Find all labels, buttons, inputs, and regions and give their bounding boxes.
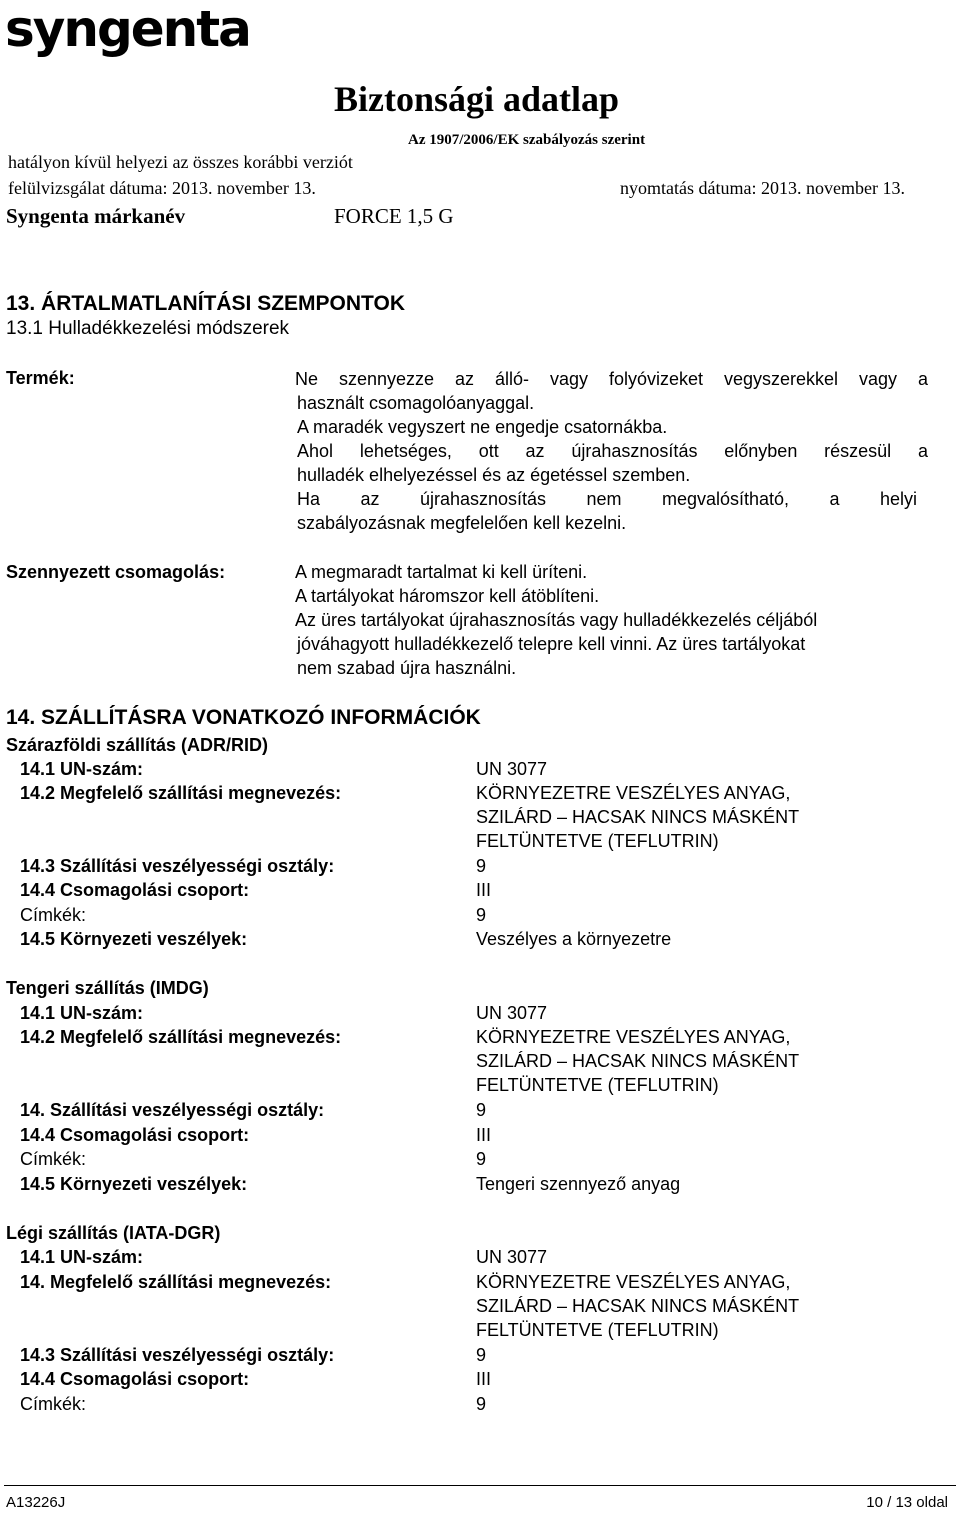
land-labels-label: Címkék: (20, 905, 87, 925)
sea-name-line-2: SZILÁRD – HACSAK NINCS MÁSKÉNT (476, 1051, 800, 1071)
sea-name-label: 14.2 Megfelelő szállítási megnevezés: (20, 1027, 342, 1047)
packaging-line-5: nem szabad újra használni. (297, 658, 517, 678)
sea-group-label: 14.4 Csomagolási csoport: (20, 1125, 250, 1145)
packaging-line-1: A megmaradt tartalmat ki kell üríteni. (295, 562, 588, 582)
air-name-label: 14. Megfelelő szállítási megnevezés: (20, 1272, 332, 1292)
land-group-label: 14.4 Csomagolási csoport: (20, 880, 250, 900)
sea-transport-heading: Tengeri szállítás (IMDG) (6, 978, 209, 998)
revision-date: felülvizsgálat dátuma: 2013. november 13. (8, 178, 316, 198)
land-name-label: 14.2 Megfelelő szállítási megnevezés: (20, 783, 342, 803)
land-class-label: 14.3 Szállítási veszélyességi osztály: (20, 856, 335, 876)
sea-class-value: 9 (476, 1100, 487, 1120)
air-name-line-3: FELTÜNTETVE (TEFLUTRIN) (476, 1320, 719, 1340)
air-group-value: III (476, 1369, 492, 1389)
land-name-line-2: SZILÁRD – HACSAK NINCS MÁSKÉNT (476, 807, 800, 827)
air-labels-value: 9 (476, 1394, 487, 1414)
air-class-value: 9 (476, 1345, 487, 1365)
product-name: FORCE 1,5 G (334, 204, 454, 228)
product-line-7: szabályozásnak megfelelően kell kezelni. (297, 513, 627, 533)
air-class-label: 14.3 Szállítási veszélyességi osztály: (20, 1345, 335, 1365)
section-14-title: 14. SZÁLLÍTÁSRA VONATKOZÓ INFORMÁCIÓK (6, 706, 481, 729)
print-date: nyomtatás dátuma: 2013. november 13. (620, 178, 905, 198)
regulation-note: Az 1907/2006/EK szabályozás szerint (408, 132, 646, 148)
sea-labels-value: 9 (476, 1149, 487, 1169)
sea-name-line-3: FELTÜNTETVE (TEFLUTRIN) (476, 1075, 719, 1095)
sea-group-value: III (476, 1125, 492, 1145)
land-env-label: 14.5 Környezeti veszélyek: (20, 929, 248, 949)
packaging-line-3: Az üres tartályokat újrahasznosítás vagy hulladékkezelés céljából (295, 610, 818, 630)
product-line-2: használt csomagolóanyaggal. (297, 393, 535, 413)
sea-un-label: 14.1 UN-szám: (20, 1003, 144, 1023)
air-group-label: 14.4 Csomagolási csoport: (20, 1369, 250, 1389)
land-transport-heading: Szárazföldi szállítás (ADR/RID) (6, 735, 269, 755)
packaging-label: Szennyezett csomagolás: (6, 562, 226, 582)
supersedes-note: hatályon kívül helyezi az összes korábbi verziót (8, 152, 353, 172)
air-name-line-1: KÖRNYEZETRE VESZÉLYES ANYAG, (476, 1272, 791, 1292)
land-name-line-3: FELTÜNTETVE (TEFLUTRIN) (476, 831, 719, 851)
air-un-value: UN 3077 (476, 1247, 548, 1267)
document-title: Biztonsági adatlap (334, 79, 620, 119)
section-13-1-subtitle: 13.1 Hulladékkezelési módszerek (6, 318, 290, 339)
air-name-line-2: SZILÁRD – HACSAK NINCS MÁSKÉNT (476, 1296, 800, 1316)
air-labels-label: Címkék: (20, 1394, 87, 1414)
land-group-value: III (476, 880, 492, 900)
packaging-line-2: A tartályokat háromszor kell átöblíteni. (295, 586, 600, 606)
product-line-1: Ne szennyezze az álló- vagy folyóvizeket vegyszerekkel vagy a (295, 369, 928, 389)
sea-class-label: 14. Szállítási veszélyességi osztály: (20, 1100, 325, 1120)
product-line-5: hulladék elhelyezéssel és az égetéssel szemben. (297, 465, 691, 485)
document-code: A13226J (6, 1494, 66, 1511)
land-class-value: 9 (476, 856, 487, 876)
land-un-label: 14.1 UN-szám: (20, 759, 144, 779)
sea-env-value: Tengeri szennyező anyag (476, 1174, 681, 1194)
product-line-4: Ahol lehetséges, ott az újrahasznosítás előnyben részesül a (297, 441, 928, 461)
land-labels-value: 9 (476, 905, 487, 925)
sea-un-value: UN 3077 (476, 1003, 548, 1023)
land-env-value: Veszélyes a környezetre (476, 929, 672, 949)
air-un-label: 14.1 UN-szám: (20, 1247, 144, 1267)
land-name-line-1: KÖRNYEZETRE VESZÉLYES ANYAG, (476, 783, 791, 803)
page-number: 10 / 13 oldal (866, 1494, 948, 1511)
product-label: Termék: (6, 368, 75, 388)
footer-rule (4, 1485, 956, 1486)
section-13-title: 13. ÁRTALMATLANÍTÁSI SZEMPONTOK (6, 292, 405, 315)
brand-label: Syngenta márkanév (6, 204, 186, 228)
sea-name-line-1: KÖRNYEZETRE VESZÉLYES ANYAG, (476, 1027, 791, 1047)
product-line-6: Ha az újrahasznosítás nem megvalósítható, a helyi (297, 489, 917, 509)
sea-labels-label: Címkék: (20, 1149, 87, 1169)
land-un-value: UN 3077 (476, 759, 548, 779)
product-line-3: A maradék vegyszert ne engedje csatornákba. (297, 417, 668, 437)
air-transport-heading: Légi szállítás (IATA-DGR) (6, 1223, 221, 1243)
sea-env-label: 14.5 Környezeti veszélyek: (20, 1174, 248, 1194)
syngenta-logo: syngenta (5, 0, 250, 58)
packaging-line-4: jóváhagyott hulladékkezelő telepre kell vinni. Az üres tartályokat (297, 634, 806, 654)
